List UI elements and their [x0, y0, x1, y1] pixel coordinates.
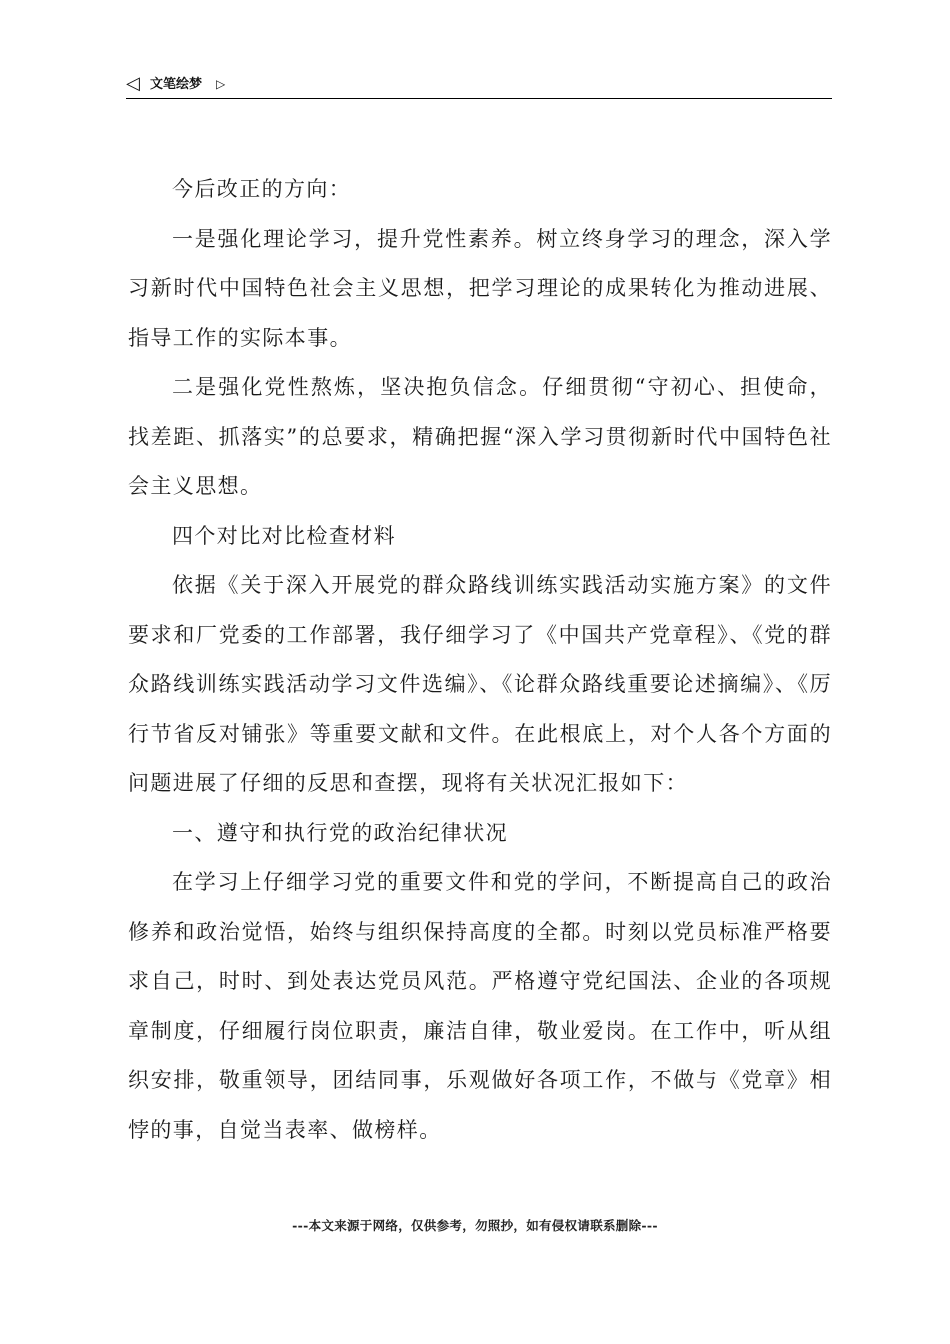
paragraph: 在学习上仔细学习党的重要文件和党的学问，不断提高自己的政治修养和政治觉悟，始终与组织保持高度的全都。时刻以党员标准严格要求自己，时时、到处表达党员风范。严格遵守党纪国法、企业的各项规章制度，仔细履行岗位职责，廉洁自律，敬业爱岗。在工作中，听从组织安排，敬重领导，团结同事，乐观做好各项工作，不做与《党章》相悖的事，自觉当表率、做榜样。	[128, 870, 832, 1142]
page-footer-notice: ---本文来源于网络，仅供参考，勿照抄，如有侵权请联系删除---	[292, 1218, 658, 1233]
paragraph: 今后改正的方向：	[172, 177, 352, 201]
triangle-left-icon: ◁	[126, 73, 140, 94]
document-body	[128, 165, 832, 1155]
paragraph: 依据《关于深入开展党的群众路线训练实践活动实施方案》的文件要求和厂党委的工作部署，我仔细学习了《中国共产党章程》、《党的群众路线训练实践活动学习文件选编》、《论群众路线重要论述摘编》、《厉行节省反对铺张》等重要文献和文件。在此根底上，对个人各个方面的问题进展了仔细的反思和查摆，现将有关状况汇报如下：	[128, 573, 832, 795]
section-heading: 一、遵守和执行党的政治纪律状况	[172, 820, 508, 845]
paragraph: 一是强化理论学习，提升党性素养。树立终身学习的理念，深入学习新时代中国特色社会主义思想，把学习理论的成果转化为推动进展、指导工作的实际本事。	[128, 226, 832, 350]
section-heading: 四个对比对比检查材料	[172, 523, 396, 548]
page-header	[126, 72, 832, 99]
header-brand: 文笔绘梦	[150, 77, 203, 92]
triangle-right-icon: ▷	[216, 77, 226, 91]
paragraph: 二是强化党性熬炼，坚决抱负信念。仔细贯彻“守初心、担使命，找差距、抓落实”的总要求，精确把握“深入学习贯彻新时代中国特色社会主义思想。	[128, 375, 832, 498]
